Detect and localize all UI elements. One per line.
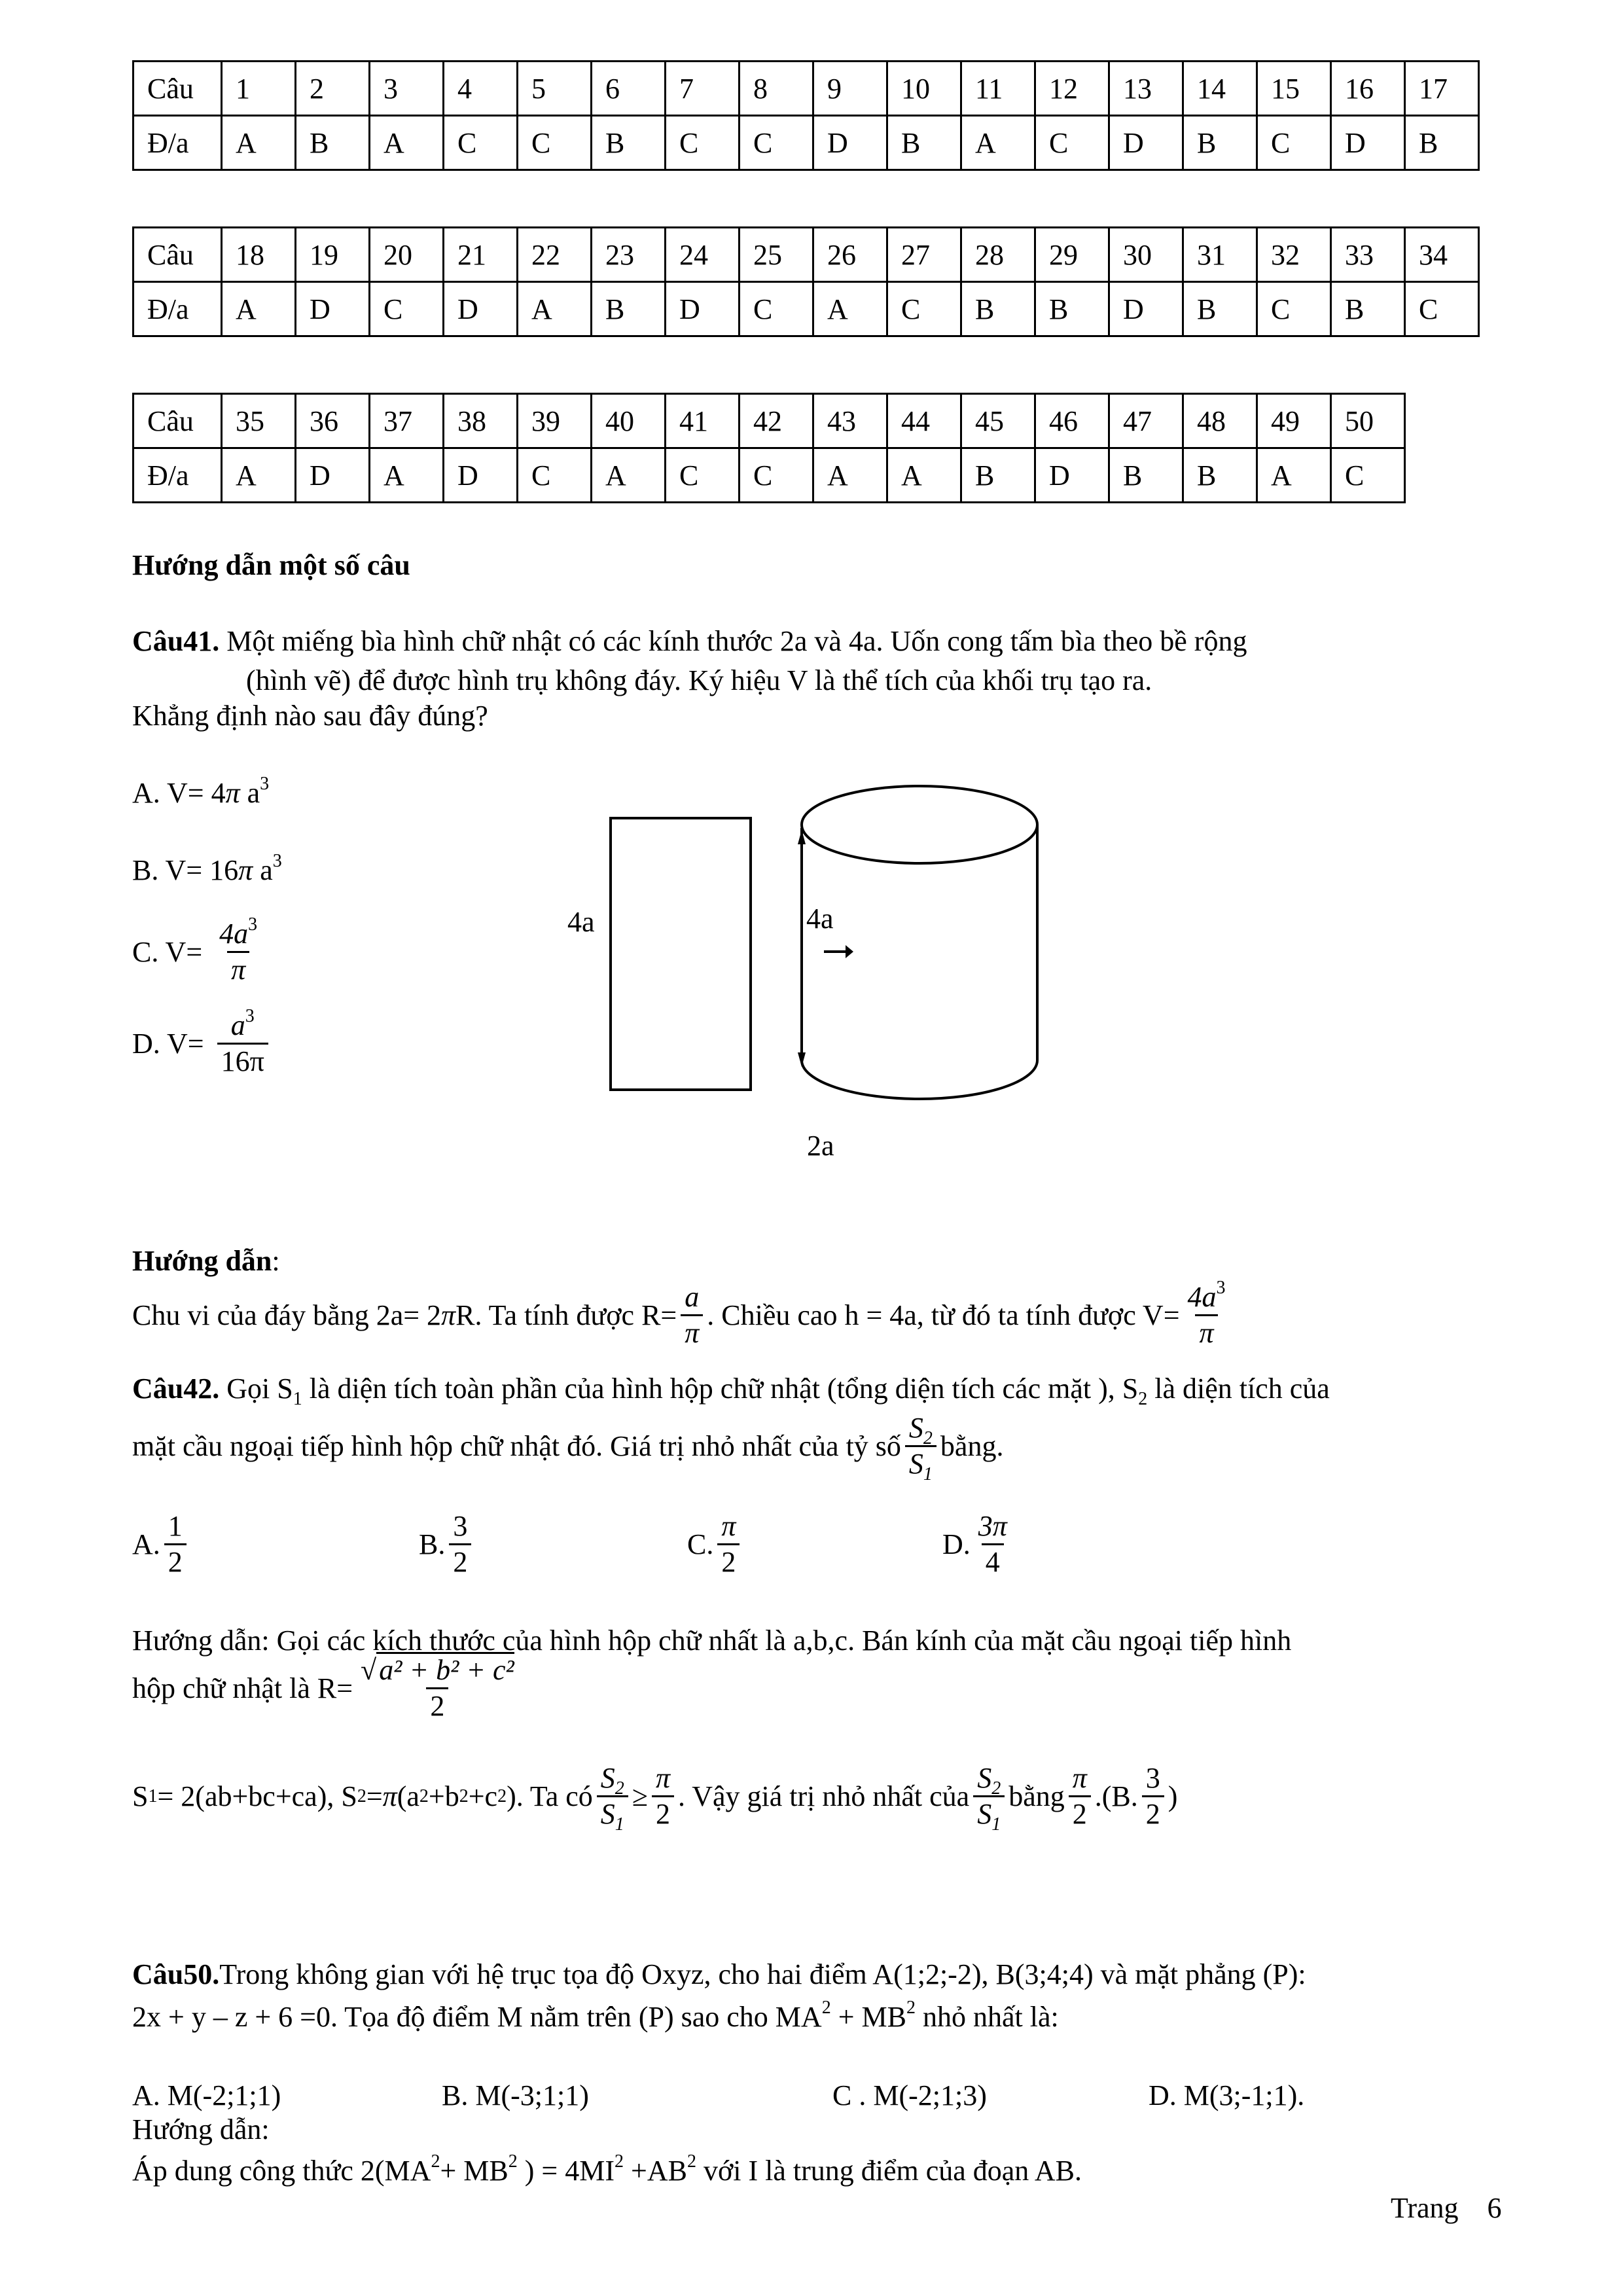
answer-letter: C bbox=[1405, 282, 1479, 336]
question-number: 48 bbox=[1183, 394, 1257, 448]
volume-fraction bbox=[1184, 1278, 1230, 1349]
answer-letter: A bbox=[222, 448, 296, 503]
pi-symbol: π bbox=[225, 777, 240, 809]
numerator: S bbox=[977, 1762, 992, 1794]
question-number: 15 bbox=[1257, 62, 1331, 116]
denominator: π bbox=[227, 951, 249, 984]
numerator: S bbox=[600, 1762, 615, 1794]
text: +AB bbox=[624, 2155, 687, 2187]
q42-guide-line1: Hướng dẫn: Gọi các kích thước của hình hộp chữ nhất là a,b,c. Bán kính của mặt cầu ngoại tiếp hình bbox=[132, 1624, 1292, 1657]
question-number: 31 bbox=[1183, 228, 1257, 282]
answer-letter: B bbox=[1183, 282, 1257, 336]
q50-option-a: A. M(-2;1;1) bbox=[132, 2079, 281, 2111]
question-number: 7 bbox=[666, 62, 740, 116]
answer-letter: A bbox=[813, 282, 887, 336]
answer-letter: B bbox=[1109, 448, 1183, 503]
question-number: 43 bbox=[813, 394, 887, 448]
question-number: 32 bbox=[1257, 228, 1331, 282]
question-number: 3 bbox=[370, 62, 444, 116]
answer-letter: A bbox=[370, 448, 444, 503]
q41-line3: Khẳng định nào sau đây đúng? bbox=[132, 700, 488, 732]
subscript: 1 bbox=[615, 1814, 624, 1835]
option-prefix: C. bbox=[687, 1528, 714, 1560]
pi-over-2-fraction bbox=[1069, 1764, 1091, 1829]
text: ) = 4MI bbox=[517, 2155, 615, 2187]
question-number: 4 bbox=[444, 62, 518, 116]
q41-line1 bbox=[132, 627, 1247, 656]
question-number: 36 bbox=[296, 394, 370, 448]
answer-letter: C bbox=[666, 116, 740, 170]
question-number: 40 bbox=[592, 394, 666, 448]
question-number: 11 bbox=[961, 62, 1035, 116]
option-b-var: a bbox=[253, 854, 273, 886]
answer-label: Đ/a bbox=[134, 282, 222, 336]
answer-letter: A bbox=[813, 448, 887, 503]
q41-guide-title bbox=[132, 1247, 280, 1276]
q41-option-d bbox=[132, 1006, 272, 1077]
question-number: 37 bbox=[370, 394, 444, 448]
text: = 2(ab+bc+ca), S bbox=[157, 1780, 357, 1812]
ratio-fraction bbox=[905, 1412, 936, 1484]
question-number: 25 bbox=[740, 228, 813, 282]
answer-letter: A bbox=[518, 282, 592, 336]
denominator: 2 bbox=[652, 1795, 674, 1829]
denominator: π bbox=[681, 1314, 703, 1348]
guide-colon: : bbox=[272, 1245, 280, 1277]
answer-label: Đ/a bbox=[134, 448, 222, 503]
question-number: 27 bbox=[887, 228, 961, 282]
denominator: 4 bbox=[982, 1543, 1004, 1577]
height-arrow-down-icon bbox=[798, 1052, 806, 1067]
answer-letter: A bbox=[222, 282, 296, 336]
question-number: 12 bbox=[1035, 62, 1109, 116]
numerator: 3 bbox=[1145, 1762, 1160, 1794]
answer-label: Đ/a bbox=[134, 116, 222, 170]
numerator: 3π bbox=[978, 1510, 1007, 1542]
question-number: 16 bbox=[1331, 62, 1405, 116]
q42-label: Câu42. bbox=[132, 1372, 220, 1405]
answer-letter: C bbox=[444, 116, 518, 170]
question-number: 47 bbox=[1109, 394, 1183, 448]
q41-text-1: Một miếng bìa hình chữ nhật có các kính thước 2a và 4a. Uốn cong tấm bìa theo bề rộng bbox=[219, 625, 1247, 657]
answer-letter: D bbox=[444, 282, 518, 336]
denominator: 2 bbox=[1069, 1795, 1091, 1829]
text: nhỏ nhất là: bbox=[916, 2001, 1059, 2033]
subscript: 2 bbox=[1138, 1389, 1148, 1409]
guide-title-text: Hướng dẫn bbox=[132, 1245, 272, 1277]
answer-letter: B bbox=[961, 448, 1035, 503]
question-number: 23 bbox=[592, 228, 666, 282]
answer-letter: D bbox=[296, 448, 370, 503]
rect-width-label: 2a bbox=[807, 1130, 834, 1162]
answer-letter: D bbox=[1035, 448, 1109, 503]
answer-letter: C bbox=[740, 282, 813, 336]
q41-label: Câu41. bbox=[132, 625, 220, 657]
question-number: 28 bbox=[961, 228, 1035, 282]
q50-guide-title: Hướng dẫn: bbox=[132, 2113, 270, 2145]
option-fraction bbox=[974, 1512, 1011, 1577]
rect-height-label: 4a bbox=[567, 906, 595, 938]
denominator: 2 bbox=[717, 1543, 740, 1577]
text: +c bbox=[468, 1780, 498, 1812]
option-a-var: a bbox=[240, 777, 260, 809]
numerator: 4a bbox=[219, 918, 249, 950]
pi-symbol: π bbox=[382, 1780, 397, 1812]
numerator: 1 bbox=[168, 1510, 183, 1542]
cylinder-bottom-arc bbox=[802, 1060, 1037, 1099]
answer-letter: B bbox=[592, 116, 666, 170]
answer-letter: B bbox=[1331, 282, 1405, 336]
exponent: 3 bbox=[245, 1006, 255, 1026]
exponent: 2 bbox=[906, 1998, 916, 2018]
question-number: 22 bbox=[518, 228, 592, 282]
text: + MB bbox=[440, 2155, 508, 2187]
option-b-exp: 3 bbox=[272, 851, 282, 871]
denominator: π bbox=[1195, 1314, 1217, 1348]
exponent: 3 bbox=[248, 914, 258, 935]
arrowhead-icon bbox=[846, 945, 853, 958]
question-number: 33 bbox=[1331, 228, 1405, 282]
q41-guide-text bbox=[132, 1278, 1234, 1349]
text: S bbox=[132, 1780, 149, 1812]
answer-letter: C bbox=[518, 448, 592, 503]
guide-part-2: R. Ta tính được R= bbox=[455, 1299, 677, 1331]
question-number: 45 bbox=[961, 394, 1035, 448]
answer-letter: C bbox=[666, 448, 740, 503]
answer-letter: D bbox=[1109, 116, 1183, 170]
q50-option-b: B. M(-3;1;1) bbox=[442, 2079, 589, 2111]
answer-letter: C bbox=[1331, 448, 1405, 503]
ratio-fraction bbox=[973, 1762, 1005, 1835]
question-number: 18 bbox=[222, 228, 296, 282]
option-d-fraction bbox=[217, 1006, 268, 1077]
q42-guide-line2 bbox=[132, 1656, 522, 1721]
text: (a bbox=[397, 1780, 419, 1812]
denominator: 2 bbox=[426, 1687, 448, 1721]
question-number: 41 bbox=[666, 394, 740, 448]
option-c-prefix: C. V= bbox=[132, 935, 203, 968]
numerator: π bbox=[721, 1510, 736, 1542]
text: Gọi S bbox=[219, 1372, 293, 1405]
question-number: 24 bbox=[666, 228, 740, 282]
answer-row bbox=[134, 116, 1479, 170]
question-number: 30 bbox=[1109, 228, 1183, 282]
text: Trong không gian với hệ trục tọa độ Oxyz, cho hai điểm A(1;2;-2), B(3;4;4) và mặt phẳng (P): bbox=[219, 1958, 1306, 1990]
numerator: π bbox=[1072, 1762, 1087, 1794]
denominator: 2 bbox=[449, 1543, 471, 1577]
answer-letter: C bbox=[370, 282, 444, 336]
q42-line1 bbox=[132, 1372, 1330, 1409]
question-number: 35 bbox=[222, 394, 296, 448]
exponent: 2 bbox=[821, 1998, 831, 2018]
exponent: 3 bbox=[1216, 1278, 1226, 1298]
text: ). Ta có bbox=[507, 1780, 593, 1812]
option-fraction bbox=[449, 1512, 471, 1577]
text: hộp chữ nhật là R= bbox=[132, 1672, 353, 1704]
question-number: 21 bbox=[444, 228, 518, 282]
numerator: S bbox=[908, 1412, 923, 1444]
answer-letter: D bbox=[666, 282, 740, 336]
question-number: 50 bbox=[1331, 394, 1405, 448]
answer-letter: A bbox=[370, 116, 444, 170]
pi-over-2-fraction bbox=[652, 1764, 674, 1829]
q50-line1 bbox=[132, 1960, 1306, 1989]
q41-option-b bbox=[132, 851, 282, 886]
answer-letter: D bbox=[444, 448, 518, 503]
radius-fraction: $\frac{\text{√a² + b² + c²}}{2}$ bbox=[357, 1656, 518, 1721]
q42-option bbox=[132, 1512, 190, 1577]
answer-letter: D bbox=[1109, 282, 1183, 336]
answer-letter: C bbox=[740, 448, 813, 503]
answer-letter: C bbox=[1257, 116, 1331, 170]
answer-letter: C bbox=[1035, 116, 1109, 170]
answer-letter: B bbox=[1183, 116, 1257, 170]
numerator: 3 bbox=[453, 1510, 468, 1542]
question-number: 10 bbox=[887, 62, 961, 116]
answer-table-2 bbox=[132, 226, 1480, 337]
answer-letter: B bbox=[1405, 116, 1479, 170]
answer-letter: B bbox=[592, 282, 666, 336]
numerator: π bbox=[655, 1762, 670, 1794]
page-label: Trang bbox=[1391, 2192, 1459, 2224]
question-number: 42 bbox=[740, 394, 813, 448]
text: Áp dung công thức 2(MA bbox=[132, 2155, 431, 2187]
answer-letter: D bbox=[1331, 116, 1405, 170]
exponent: 2 bbox=[431, 2151, 440, 2172]
question-row bbox=[134, 228, 1479, 282]
subscript: 2 bbox=[991, 1778, 1001, 1799]
option-prefix: B. bbox=[419, 1528, 446, 1560]
option-a-exp: 3 bbox=[260, 774, 270, 794]
answer-letter: B bbox=[887, 116, 961, 170]
answer-letter: D bbox=[296, 282, 370, 336]
denominator: S bbox=[600, 1798, 615, 1830]
answer-letter: B bbox=[961, 282, 1035, 336]
text: ) bbox=[1168, 1780, 1178, 1812]
question-number: 38 bbox=[444, 394, 518, 448]
option-a-prefix: A. V= 4 bbox=[132, 777, 226, 809]
geq-symbol: ≥ bbox=[632, 1780, 648, 1812]
question-number: 49 bbox=[1257, 394, 1331, 448]
question-row bbox=[134, 62, 1479, 116]
answer-table-1 bbox=[132, 60, 1480, 171]
subscript: 1 bbox=[991, 1814, 1001, 1835]
subscript: 1 bbox=[923, 1464, 933, 1484]
cylinder-top bbox=[802, 786, 1037, 863]
q41-line2: (hình vẽ) để được hình trụ không đáy. Ký hiệu V là thể tích của khối trụ tạo ra. bbox=[246, 664, 1152, 696]
numerator: a bbox=[230, 1009, 245, 1041]
denominator: 16π bbox=[217, 1043, 268, 1076]
option-d-prefix: D. V= bbox=[132, 1027, 204, 1060]
answer-letter: A bbox=[1257, 448, 1331, 503]
question-number: 29 bbox=[1035, 228, 1109, 282]
text: là diện tích của bbox=[1147, 1372, 1330, 1405]
answer-letter: A bbox=[592, 448, 666, 503]
text: +b bbox=[428, 1780, 459, 1812]
question-number: 2 bbox=[296, 62, 370, 116]
question-number: 6 bbox=[592, 62, 666, 116]
answer-letter: B bbox=[1035, 282, 1109, 336]
page-footer bbox=[1391, 2194, 1502, 2223]
text: .(B. bbox=[1094, 1780, 1138, 1812]
pi-symbol: π bbox=[441, 1299, 456, 1331]
option-c-fraction bbox=[215, 914, 261, 986]
answer-table-3 bbox=[132, 393, 1406, 503]
ratio-fraction bbox=[597, 1762, 628, 1835]
answer-letter: D bbox=[813, 116, 887, 170]
radius-fraction bbox=[681, 1283, 703, 1348]
answer-letter: B bbox=[1183, 448, 1257, 503]
text: với I là trung điểm của đoạn AB. bbox=[696, 2155, 1082, 2187]
question-number: 5 bbox=[518, 62, 592, 116]
answer-letter: C bbox=[518, 116, 592, 170]
subscript: 1 bbox=[293, 1389, 302, 1409]
question-number: 9 bbox=[813, 62, 887, 116]
subscript: 2 bbox=[615, 1778, 624, 1799]
exponent: 2 bbox=[687, 2151, 696, 2172]
cylinder-height-label: 4a bbox=[806, 903, 834, 935]
denominator: S bbox=[908, 1448, 923, 1480]
option-prefix: D. bbox=[942, 1528, 971, 1560]
text: bằng. bbox=[940, 1429, 1004, 1462]
question-number: 8 bbox=[740, 62, 813, 116]
question-number: 26 bbox=[813, 228, 887, 282]
q41-option-c bbox=[132, 914, 265, 986]
q50-option-d: D. M(3;-1;1). bbox=[1149, 2079, 1305, 2111]
exponent: 2 bbox=[615, 2151, 624, 2172]
question-number: 1 bbox=[222, 62, 296, 116]
question-row bbox=[134, 394, 1405, 448]
text: + MB bbox=[830, 2001, 906, 2033]
denominator: S bbox=[977, 1798, 992, 1830]
question-number: 19 bbox=[296, 228, 370, 282]
exponent: 2 bbox=[508, 2151, 518, 2172]
q50-line2 bbox=[132, 1998, 1059, 2033]
guide-part-1: Chu vi của đáy bằng 2a= 2 bbox=[132, 1299, 442, 1331]
guide-part-3: . Chiều cao h = 4a, từ đó ta tính được V= bbox=[707, 1299, 1180, 1331]
header-label: Câu bbox=[134, 228, 222, 282]
q50-option-c: C . M(-2;1;3) bbox=[832, 2079, 987, 2111]
answer-row bbox=[134, 448, 1405, 503]
text: 2x + y – z + 6 =0. Tọa độ điểm M nằm trên (P) sao cho MA bbox=[132, 2001, 822, 2033]
q42-guide-line3: S 1 = 2(ab+bc+ca), S 2 = π (a 2 +b 2 +c 2 ). Ta có $\frac{S_2}{S_1}$ ≥ $\frac{\pi}{2}$ . Vậy giá trị nhỏ nhất của $\frac{S_2}{S_1}$ bằng $\frac{\pi}{2}$ .(B. $\frac{3}{2}$ ) bbox=[132, 1762, 1178, 1835]
question-number: 39 bbox=[518, 394, 592, 448]
answer-letter: C bbox=[1257, 282, 1331, 336]
option-prefix: A. bbox=[132, 1528, 160, 1560]
q42-option bbox=[419, 1512, 475, 1577]
question-number: 20 bbox=[370, 228, 444, 282]
answer-letter: A bbox=[222, 116, 296, 170]
page-number: 6 bbox=[1487, 2192, 1502, 2224]
header-label: Câu bbox=[134, 394, 222, 448]
option-fraction bbox=[717, 1512, 740, 1577]
option-b-prefix: B. V= 16 bbox=[132, 854, 239, 886]
q42-option bbox=[687, 1512, 743, 1577]
section-title: Hướng dẫn một số câu bbox=[132, 549, 410, 581]
question-number: 17 bbox=[1405, 62, 1479, 116]
question-number: 34 bbox=[1405, 228, 1479, 282]
answer-letter: A bbox=[961, 116, 1035, 170]
pi-symbol: π bbox=[238, 854, 253, 886]
text: = bbox=[366, 1780, 383, 1812]
answer-letter: B bbox=[296, 116, 370, 170]
text: bằng bbox=[1008, 1780, 1065, 1812]
q50-guide-text bbox=[132, 2151, 1082, 2187]
cardboard-rectangle bbox=[611, 818, 751, 1090]
text: . Vậy giá trị nhỏ nhất của bbox=[678, 1780, 970, 1812]
question-number: 44 bbox=[887, 394, 961, 448]
answer-row bbox=[134, 282, 1479, 336]
question-number: 46 bbox=[1035, 394, 1109, 448]
text: mặt cầu ngoại tiếp hình hộp chữ nhật đó. Giá trị nhỏ nhất của tỷ số bbox=[132, 1429, 901, 1462]
answer-letter: A bbox=[887, 448, 961, 503]
header-label: Câu bbox=[134, 62, 222, 116]
q41-option-a bbox=[132, 774, 270, 809]
text: là diện tích toàn phần của hình hộp chữ nhật (tổng diện tích các mặt ), S bbox=[302, 1372, 1139, 1405]
q42-option bbox=[942, 1512, 1015, 1577]
answer-letter: C bbox=[887, 282, 961, 336]
q42-line2 bbox=[132, 1412, 1004, 1484]
sqrt-expression: a² + b² + c² bbox=[376, 1652, 514, 1686]
denominator: 2 bbox=[164, 1543, 187, 1577]
numerator: a bbox=[685, 1281, 700, 1313]
three-halves-fraction bbox=[1142, 1764, 1164, 1829]
denominator: 2 bbox=[1142, 1795, 1164, 1829]
numerator: 4a bbox=[1187, 1281, 1217, 1313]
q41-figure bbox=[537, 772, 1420, 1230]
option-fraction bbox=[164, 1512, 187, 1577]
q50-label: Câu50. bbox=[132, 1958, 220, 1990]
question-number: 13 bbox=[1109, 62, 1183, 116]
question-number: 14 bbox=[1183, 62, 1257, 116]
subscript: 2 bbox=[923, 1428, 933, 1448]
answer-letter: C bbox=[740, 116, 813, 170]
